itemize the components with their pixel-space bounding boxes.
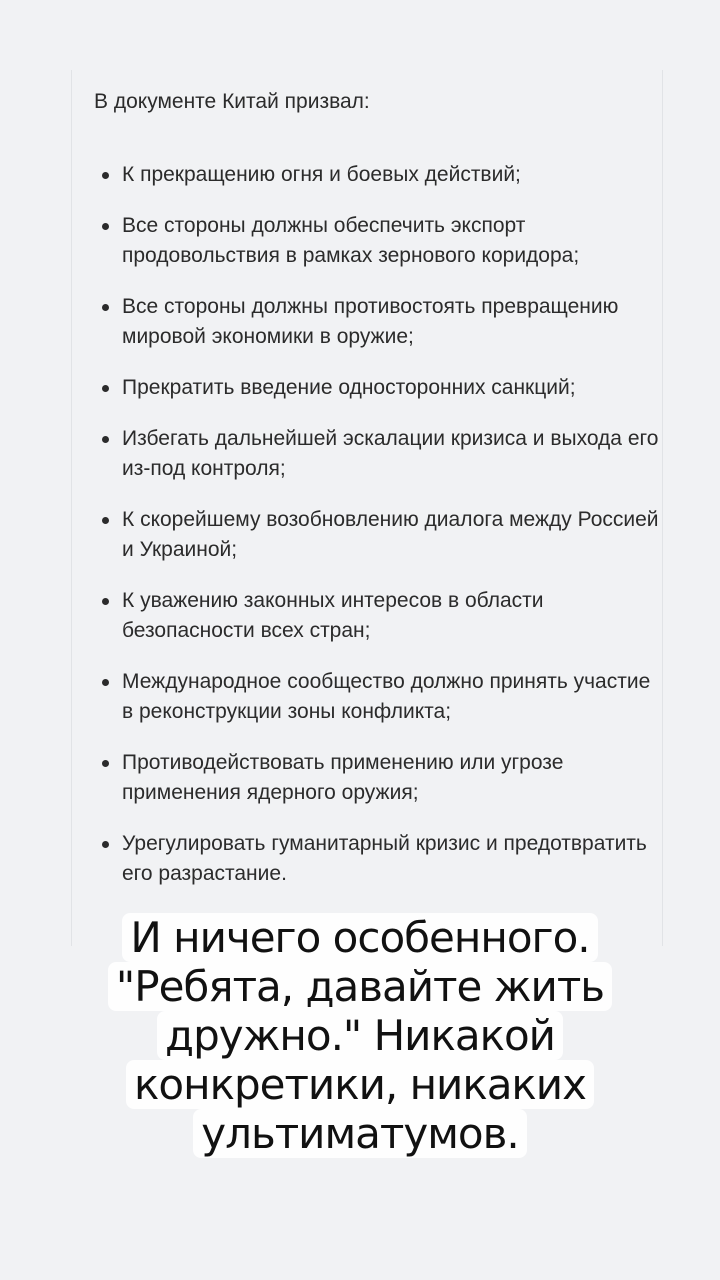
bullet-icon (102, 679, 109, 686)
list-item (72, 373, 664, 403)
caption-line: ультиматумов. (193, 1109, 526, 1158)
list-item (72, 292, 664, 352)
caption-line: дружно." Никакой (157, 1011, 563, 1060)
list-item (72, 748, 664, 808)
bullet-icon (102, 436, 109, 443)
bullet-icon (102, 517, 109, 524)
caption-line: И ничего особенного. (122, 913, 597, 962)
list-item (72, 829, 664, 889)
list-item (72, 505, 664, 565)
list-item-text: Международное сообщество должно принять участие в реконструкции зоны конфликта; (122, 670, 651, 723)
bullet-icon (102, 385, 109, 392)
bullet-icon (102, 304, 109, 311)
list-item (72, 424, 664, 484)
list-item (72, 160, 664, 190)
bullet-icon (102, 598, 109, 605)
list-item-text: Избегать дальнейшей эскалации кризиса и выхода его из-под контроля; (122, 427, 659, 480)
bullet-icon (102, 223, 109, 230)
story-caption (0, 913, 720, 1158)
list-item-text: К прекращению огня и боевых действий; (122, 163, 521, 186)
demands-list (72, 160, 664, 910)
list-item (72, 667, 664, 727)
list-item (72, 586, 664, 646)
bullet-icon (102, 841, 109, 848)
intro-text: В документе Китай призвал: (94, 90, 370, 113)
document-card (71, 70, 663, 946)
list-item-text: Прекратить введение односторонних санкций; (122, 376, 576, 399)
list-item-text: Все стороны должны обеспечить экспорт продовольствия в рамках зернового коридора; (122, 214, 580, 267)
list-item (72, 211, 664, 271)
bullet-icon (102, 172, 109, 179)
list-item-text: Противодействовать применению или угрозе применения ядерного оружия; (122, 751, 564, 804)
bullet-icon (102, 760, 109, 767)
caption-line: "Ребята, давайте жить (108, 962, 612, 1011)
list-item-text: Все стороны должны противостоять превращению мировой экономики в оружие; (122, 295, 619, 348)
list-item-text: К скорейшему возобновлению диалога между Россией и Украиной; (122, 508, 659, 561)
list-item-text: К уважению законных интересов в области безопасности всех стран; (122, 589, 544, 642)
caption-line: конкретики, никаких (126, 1060, 594, 1109)
list-item-text: Урегулировать гуманитарный кризис и предотвратить его разрастание. (122, 832, 647, 885)
